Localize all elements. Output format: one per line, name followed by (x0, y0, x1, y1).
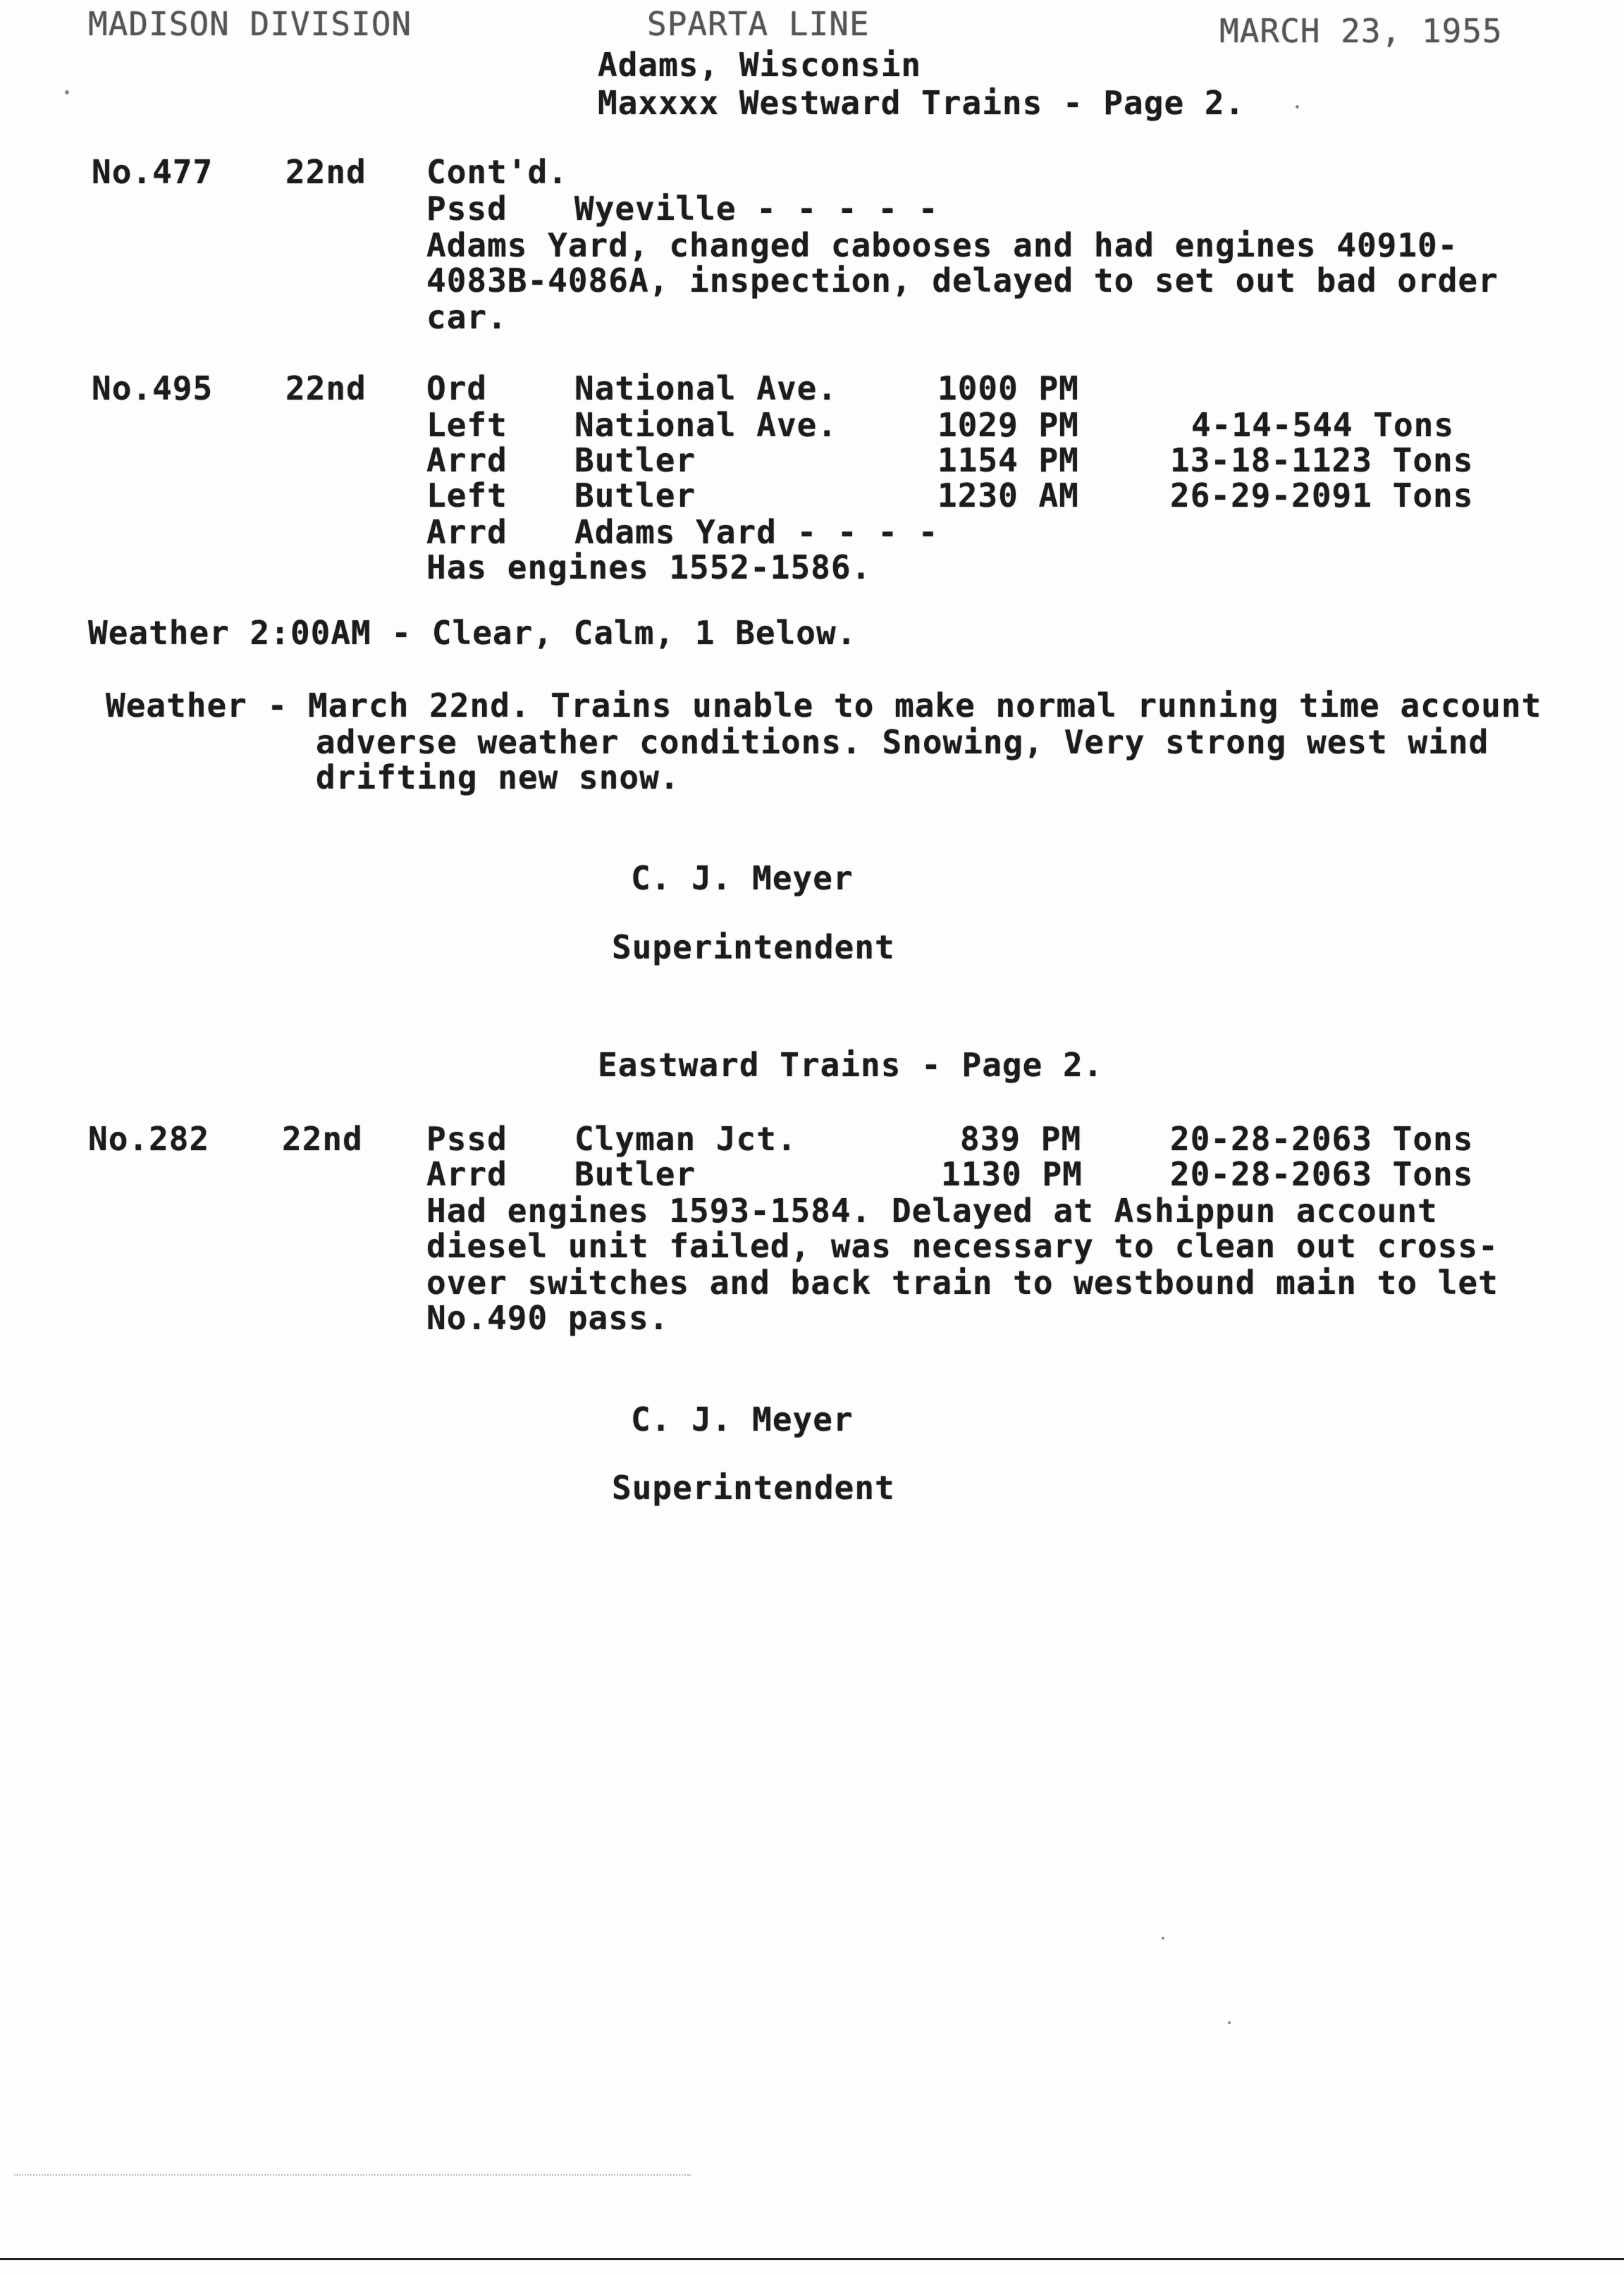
station-name: Butler (574, 476, 696, 514)
action-label: Arrd (426, 441, 508, 479)
weather-note-line: drifting new snow. (316, 758, 680, 796)
line-name: SPARTA LINE (647, 5, 870, 43)
action-label: Pssd (426, 1120, 508, 1158)
action-label: Left (426, 406, 508, 444)
scan-speck (1162, 1937, 1164, 1940)
tonnage-value: 26-29-2091 Tons (1170, 476, 1474, 514)
station-name: National Ave. (574, 406, 838, 444)
train-number: No.495 (92, 369, 214, 407)
weather-note-line: adverse weather conditions. Snowing, Very strong west wind (316, 723, 1489, 761)
train-number: No.282 (88, 1120, 210, 1158)
time-value: 1029 PM (937, 406, 1079, 444)
signature-name: C. J. Meyer (631, 859, 854, 897)
train-day: 22nd (285, 153, 367, 191)
action-label: Arrd (426, 1155, 508, 1193)
division-name: MADISON DIVISION (88, 5, 412, 43)
tonnage-value: 20-28-2063 Tons (1170, 1155, 1474, 1193)
signature-name: C. J. Meyer (631, 1400, 854, 1438)
time-value: 839 PM (960, 1120, 1082, 1158)
train-day: 22nd (285, 369, 367, 407)
action-label: Ord (426, 369, 488, 407)
station-name: Butler (574, 441, 696, 479)
continued-label: Cont'd. (426, 153, 568, 191)
page-edge-rule (0, 2258, 1624, 2260)
signature-title: Superintendent (612, 1469, 895, 1507)
note-line: 4083B-4086A, inspection, delayed to set out bad order (426, 261, 1499, 300)
time-value: 1230 AM (937, 476, 1079, 514)
train-number: No.477 (92, 153, 214, 191)
struck-out-text: Maxxxx (598, 84, 720, 122)
station-name: Clyman Jct. (574, 1120, 797, 1158)
note-line: No.490 pass. (426, 1299, 670, 1337)
station-name: Adams Yard - - - - (574, 513, 939, 551)
scan-speck (65, 90, 69, 94)
weather-note-line: Weather - March 22nd. Trains unable to make normal running time account (106, 686, 1542, 725)
time-value: 1000 PM (937, 369, 1079, 407)
scan-speck (1296, 105, 1299, 109)
tonnage-value: 4-14-544 Tons (1191, 406, 1455, 444)
scan-speck (1228, 2021, 1231, 2024)
action-label: Arrd (426, 513, 508, 551)
time-value: 1130 PM (941, 1155, 1083, 1193)
section-heading: Eastward Trains - Page 2. (598, 1046, 1104, 1084)
subtitle-text: Westward Trains - Page 2. (719, 84, 1245, 122)
note-line: Adams Yard, changed cabooses and had engines 40910- (426, 226, 1458, 264)
time-value: 1154 PM (937, 441, 1079, 479)
station-name: Wyeville - - - - - (574, 190, 939, 228)
note-line: Had engines 1593-1584. Delayed at Ashippun account (426, 1192, 1438, 1230)
action-label: Left (426, 476, 508, 514)
weather-report: Weather 2:00AM - Clear, Calm, 1 Below. (88, 614, 857, 652)
report-subtitle (598, 85, 1245, 121)
scan-artifact-line (14, 2174, 691, 2177)
note-line: car. (426, 298, 508, 336)
train-day: 22nd (282, 1120, 363, 1158)
report-location: Adams, Wisconsin (598, 46, 922, 84)
engines-note: Has engines 1552-1586. (426, 548, 872, 586)
action-label: Pssd (426, 190, 508, 228)
note-line: over switches and back train to westbound main to let (426, 1264, 1499, 1302)
tonnage-value: 20-28-2063 Tons (1170, 1120, 1474, 1158)
report-date: MARCH 23, 1955 (1219, 12, 1503, 50)
tonnage-value: 13-18-1123 Tons (1170, 441, 1474, 479)
station-name: National Ave. (574, 369, 838, 407)
note-line: diesel unit failed, was necessary to clean out cross- (426, 1227, 1499, 1265)
station-name: Butler (574, 1155, 696, 1193)
signature-title: Superintendent (612, 928, 895, 966)
